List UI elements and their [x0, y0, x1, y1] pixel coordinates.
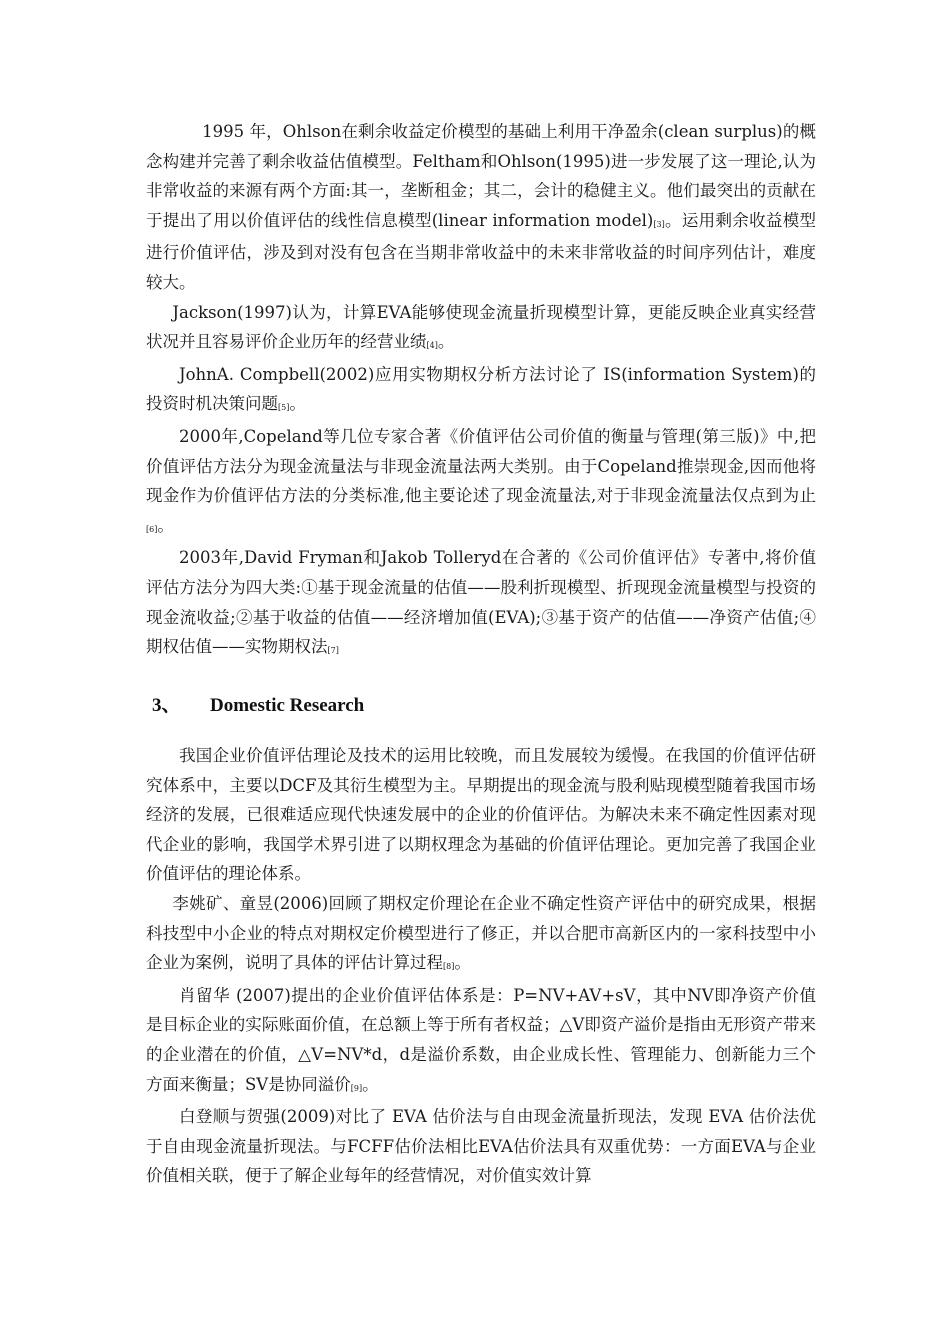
paragraph-text: 2003年,David Fryman和Jakob Tolleryd在合著的《公司价值评估》专著中,将价值评估方法分为四大类:①基于现金流量的估值——股利折现模型、折现现金流量模型与投资的现金流收益;②基于收益的估值——经济增加值(EVA);③基于资产的估值——净资产估值;④期权估值——实物期权法	[146, 548, 816, 657]
paragraph-tail: 。	[437, 332, 455, 352]
paragraph-text: Jackson(1997)认为，计算EVA能够使现金流量折现模型计算，更能反映企业真实经营状况并且容易评价企业历年的经营业绩	[146, 302, 816, 352]
paragraph-ohlson	[146, 117, 816, 298]
paragraph-text: JohnA. Compbell(2002)应用实物期权分析方法讨论了 IS(information System)的投资时机决策问题	[146, 364, 816, 414]
paragraph-xiao	[146, 981, 816, 1102]
citation-marker: [4]	[426, 341, 438, 351]
paragraph-tail: 。	[289, 394, 306, 414]
citation-marker: [8]	[443, 962, 455, 972]
section-number: 3、	[152, 695, 181, 716]
paragraph-tail: 。	[454, 953, 471, 973]
citation-marker: [9]	[350, 1083, 363, 1093]
citation-marker: [6]	[146, 524, 158, 534]
paragraph-text: 李姚矿、童昱(2006)回顾了期权定价理论在企业不确定性资产评估中的研究成果，根据科技型中小企业的特点对期权定价模型进行了修正，并以合肥市高新区内的一家科技型中小企业为案例，说明了具体的评估计算过程	[146, 893, 816, 973]
paragraph-tail: 。运用剩余收益模型进行价值评估，涉及到对没有包含在当期非常收益中的未来非常收益的时间序列估计，难度较大。	[146, 210, 816, 292]
paragraph-fryman	[146, 543, 816, 664]
citation-marker: [3]	[653, 219, 665, 229]
foreign-research-section	[146, 117, 816, 665]
paragraph-copeland	[146, 422, 816, 543]
section-heading-domestic-research	[152, 690, 364, 717]
paragraph-text: 我国企业价值评估理论及技术的运用比较晚，而且发展较为缓慢。在我国的价值评估研究体系中，主要以DCF及其衍生模型为主。早期提出的现金流与股利贴现模型随着我国市场经济的发展，已很难适应现代快速发展中的企业的价值评估。为解决未来不确定性因素对现代企业的影响，我国学术界引进了以期权理念为基础的价值评估理论。更加完善了我国企业价值评估的理论体系。	[146, 746, 816, 884]
citation-marker: [7]	[327, 646, 339, 656]
paragraph-compbell	[146, 360, 816, 422]
paragraph-text: 白登顺与贺强(2009)对比了 EVA 估价法与自由现金流量折现法，发现 EVA 估价法优于自由现金流量折现法。与FCFF估价法相比EVA估价法具有双重优势：一方面EVA与企业价值相关联，便于了解企业每年的经营情况，对价值实效计算	[146, 1107, 816, 1186]
paragraph-bai-he	[146, 1102, 816, 1191]
paragraph-tail: 。	[362, 1074, 379, 1094]
paragraph-text: 2000年,Copeland等几位专家合著《价值评估公司价值的衡量与管理(第三版)》中,把价值评估方法分为现金流量法与非现金流量法两大类别。由于Copeland推崇现金,因而他将现金作为价值评估方法的分类标准,他主要论述了现金流量法,对于非现金流量法仅点到为止	[146, 426, 816, 506]
paragraph-tail: 。	[157, 515, 174, 535]
section-title: Domestic Research	[210, 695, 365, 716]
citation-marker: [5]	[278, 403, 290, 413]
paragraph-jackson	[146, 298, 816, 360]
paragraph-text: 肖留华 (2007)提出的企业价值评估体系是：P=NV+AV+sV，其中NV即净资产价值是目标企业的实际账面价值，在总额上等于所有者权益；△V即资产溢价是指由无形资产带来的企业潜在的价值，△V=NV*d，d是溢价系数，由企业成长性、管理能力、创新能力三个方面来衡量；SV是协同溢价	[146, 985, 816, 1094]
paragraph-text: 1995 年，Ohlson在剩余收益定价模型的基础上利用干净盈余(clean surplus)的概念构建并完善了剩余收益估值模型。Feltham和Ohlson(1995)进一步发展了这一理论,认为非常收益的来源有两个方面:其一，垄断租金；其二，会计的稳健主义。他们最突出的贡献在于提出了用以价值评估的线性信息模型(linear information model)	[146, 122, 816, 230]
paragraph-li-tong	[146, 889, 816, 981]
domestic-research-section	[146, 741, 816, 1191]
paragraph-overview	[146, 741, 816, 889]
